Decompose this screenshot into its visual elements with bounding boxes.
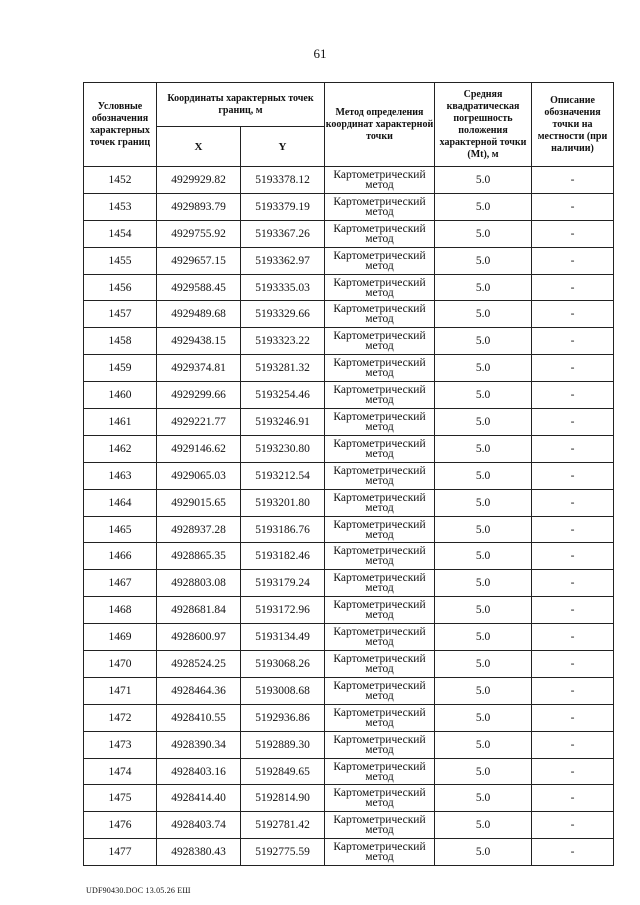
- point-id-cell: 1454: [84, 220, 157, 247]
- point-id-cell: 1463: [84, 462, 157, 489]
- description-cell: -: [532, 355, 614, 382]
- method-cell: [325, 624, 435, 651]
- accuracy-cell: 5.0: [435, 651, 532, 678]
- method-cell: [325, 382, 435, 409]
- y-coordinate-cell: 5192775.59: [241, 839, 325, 866]
- table-row: [84, 624, 614, 651]
- method-line-1: Картометрический: [333, 303, 426, 316]
- x-coordinate-cell: 4928865.35: [157, 543, 241, 570]
- description-cell: -: [532, 758, 614, 785]
- x-coordinate-cell: 4928403.16: [157, 758, 241, 785]
- footer-doc-code: UDF90430.DOC 13.05.26 ЕШ: [86, 886, 191, 895]
- x-coordinate-cell: 4929755.92: [157, 220, 241, 247]
- x-coordinate-cell: 4929299.66: [157, 382, 241, 409]
- accuracy-cell: 5.0: [435, 489, 532, 516]
- table-row: [84, 220, 614, 247]
- method-line-2: метод: [365, 447, 394, 460]
- method-cell: [325, 785, 435, 812]
- accuracy-cell: 5.0: [435, 570, 532, 597]
- x-coordinate-cell: 4928390.34: [157, 731, 241, 758]
- method-line-2: метод: [365, 716, 394, 729]
- x-coordinate-cell: 4929893.79: [157, 193, 241, 220]
- point-id-cell: 1467: [84, 570, 157, 597]
- method-cell: [325, 247, 435, 274]
- page-number: 61: [313, 46, 327, 61]
- point-id-cell: 1466: [84, 543, 157, 570]
- method-line-2: метод: [365, 770, 394, 783]
- description-cell: -: [532, 462, 614, 489]
- method-line-1: Картометрический: [333, 464, 426, 477]
- table-row: [84, 731, 614, 758]
- y-coordinate-cell: 5193329.66: [241, 301, 325, 328]
- header-coordinates: Координаты характерных точек границ, м: [157, 83, 325, 127]
- y-coordinate-cell: 5193134.49: [241, 624, 325, 651]
- method-cell: [325, 193, 435, 220]
- table-row: [84, 758, 614, 785]
- x-coordinate-cell: 4928414.40: [157, 785, 241, 812]
- method-line-1: Картометрический: [333, 679, 426, 692]
- method-line-2: метод: [365, 689, 394, 702]
- point-id-cell: 1474: [84, 758, 157, 785]
- header-accuracy: Средняя квадратическая погрешность положения характерной точки (Мt), м: [435, 83, 532, 167]
- table-row: [84, 435, 614, 462]
- accuracy-cell: 5.0: [435, 301, 532, 328]
- description-cell: -: [532, 435, 614, 462]
- method-cell: [325, 570, 435, 597]
- point-id-cell: 1475: [84, 785, 157, 812]
- y-coordinate-cell: 5193201.80: [241, 489, 325, 516]
- point-id-cell: 1457: [84, 301, 157, 328]
- method-line-2: метод: [365, 259, 394, 272]
- method-cell: [325, 839, 435, 866]
- table-row: [84, 812, 614, 839]
- method-line-1: Картометрический: [333, 410, 426, 423]
- point-id-cell: 1473: [84, 731, 157, 758]
- y-coordinate-cell: 5193068.26: [241, 651, 325, 678]
- accuracy-cell: 5.0: [435, 543, 532, 570]
- description-cell: -: [532, 839, 614, 866]
- method-line-1: Картометрический: [333, 733, 426, 746]
- method-line-2: метод: [365, 636, 394, 649]
- y-coordinate-cell: 5192849.65: [241, 758, 325, 785]
- y-coordinate-cell: 5193378.12: [241, 167, 325, 194]
- y-coordinate-cell: 5193212.54: [241, 462, 325, 489]
- y-coordinate-cell: 5193367.26: [241, 220, 325, 247]
- table-row: [84, 382, 614, 409]
- method-line-2: метод: [365, 555, 394, 568]
- method-line-1: Картометрический: [333, 168, 426, 181]
- x-coordinate-cell: 4928803.08: [157, 570, 241, 597]
- method-line-1: Картометрический: [333, 330, 426, 343]
- method-cell: [325, 355, 435, 382]
- description-cell: -: [532, 731, 614, 758]
- description-cell: -: [532, 651, 614, 678]
- accuracy-cell: 5.0: [435, 382, 532, 409]
- method-cell: [325, 651, 435, 678]
- method-cell: [325, 301, 435, 328]
- description-cell: -: [532, 167, 614, 194]
- x-coordinate-cell: 4928600.97: [157, 624, 241, 651]
- boundary-points-table: [83, 82, 614, 866]
- method-line-1: Картометрический: [333, 626, 426, 639]
- x-coordinate-cell: 4929065.03: [157, 462, 241, 489]
- x-coordinate-cell: 4929657.15: [157, 247, 241, 274]
- description-cell: -: [532, 543, 614, 570]
- table-row: [84, 462, 614, 489]
- accuracy-cell: 5.0: [435, 785, 532, 812]
- table-row: [84, 167, 614, 194]
- accuracy-cell: 5.0: [435, 597, 532, 624]
- method-cell: [325, 758, 435, 785]
- header-y: Y: [241, 127, 325, 167]
- header-description: Описание обозначения точки на местности (при наличии): [532, 83, 614, 167]
- point-id-cell: 1469: [84, 624, 157, 651]
- method-line-1: Картометрический: [333, 599, 426, 612]
- y-coordinate-cell: 5192781.42: [241, 812, 325, 839]
- point-id-cell: 1461: [84, 409, 157, 436]
- method-line-1: Картометрический: [333, 760, 426, 773]
- method-line-1: Картометрический: [333, 249, 426, 262]
- method-line-2: метод: [365, 662, 394, 675]
- accuracy-cell: 5.0: [435, 167, 532, 194]
- y-coordinate-cell: 5193008.68: [241, 677, 325, 704]
- method-cell: [325, 516, 435, 543]
- description-cell: -: [532, 677, 614, 704]
- y-coordinate-cell: 5193362.97: [241, 247, 325, 274]
- y-coordinate-cell: 5193172.96: [241, 597, 325, 624]
- point-id-cell: 1471: [84, 677, 157, 704]
- method-cell: [325, 704, 435, 731]
- method-line-1: Картометрический: [333, 276, 426, 289]
- point-id-cell: 1455: [84, 247, 157, 274]
- method-cell: [325, 677, 435, 704]
- y-coordinate-cell: 5193254.46: [241, 382, 325, 409]
- method-cell: [325, 220, 435, 247]
- method-line-2: метод: [365, 178, 394, 191]
- accuracy-cell: 5.0: [435, 274, 532, 301]
- method-cell: [325, 274, 435, 301]
- description-cell: -: [532, 597, 614, 624]
- method-line-1: Картометрический: [333, 357, 426, 370]
- method-line-2: метод: [365, 609, 394, 622]
- table-row: [84, 651, 614, 678]
- method-line-1: Картометрический: [333, 787, 426, 800]
- point-id-cell: 1477: [84, 839, 157, 866]
- accuracy-cell: 5.0: [435, 516, 532, 543]
- accuracy-cell: 5.0: [435, 731, 532, 758]
- accuracy-cell: 5.0: [435, 624, 532, 651]
- x-coordinate-cell: 4929929.82: [157, 167, 241, 194]
- method-cell: [325, 409, 435, 436]
- y-coordinate-cell: 5193246.91: [241, 409, 325, 436]
- method-cell: [325, 543, 435, 570]
- method-cell: [325, 489, 435, 516]
- description-cell: -: [532, 274, 614, 301]
- point-id-cell: 1462: [84, 435, 157, 462]
- method-line-1: Картометрический: [333, 706, 426, 719]
- accuracy-cell: 5.0: [435, 193, 532, 220]
- accuracy-cell: 5.0: [435, 462, 532, 489]
- method-line-2: метод: [365, 205, 394, 218]
- method-line-2: метод: [365, 313, 394, 326]
- method-line-1: Картометрический: [333, 572, 426, 585]
- table-row: [84, 516, 614, 543]
- table-row: [84, 489, 614, 516]
- description-cell: -: [532, 193, 614, 220]
- method-line-2: метод: [365, 528, 394, 541]
- table-row: [84, 785, 614, 812]
- x-coordinate-cell: 4929374.81: [157, 355, 241, 382]
- y-coordinate-cell: 5193182.46: [241, 543, 325, 570]
- x-coordinate-cell: 4929221.77: [157, 409, 241, 436]
- point-id-cell: 1476: [84, 812, 157, 839]
- description-cell: -: [532, 220, 614, 247]
- method-line-1: Картометрический: [333, 652, 426, 665]
- accuracy-cell: 5.0: [435, 812, 532, 839]
- method-line-2: метод: [365, 420, 394, 433]
- accuracy-cell: 5.0: [435, 677, 532, 704]
- method-line-1: Картометрический: [333, 518, 426, 531]
- accuracy-cell: 5.0: [435, 355, 532, 382]
- y-coordinate-cell: 5193379.19: [241, 193, 325, 220]
- y-coordinate-cell: 5192936.86: [241, 704, 325, 731]
- method-line-2: метод: [365, 797, 394, 810]
- table-row: [84, 704, 614, 731]
- point-id-cell: 1456: [84, 274, 157, 301]
- description-cell: -: [532, 489, 614, 516]
- x-coordinate-cell: 4929015.65: [157, 489, 241, 516]
- table-body: [84, 167, 614, 866]
- x-coordinate-cell: 4928464.36: [157, 677, 241, 704]
- x-coordinate-cell: 4929588.45: [157, 274, 241, 301]
- y-coordinate-cell: 5193230.80: [241, 435, 325, 462]
- method-line-2: метод: [365, 340, 394, 353]
- point-id-cell: 1460: [84, 382, 157, 409]
- y-coordinate-cell: 5193281.32: [241, 355, 325, 382]
- method-cell: [325, 597, 435, 624]
- table-row: [84, 247, 614, 274]
- method-line-1: Картометрический: [333, 222, 426, 235]
- method-line-2: метод: [365, 582, 394, 595]
- point-id-cell: 1468: [84, 597, 157, 624]
- accuracy-cell: 5.0: [435, 328, 532, 355]
- method-cell: [325, 435, 435, 462]
- description-cell: -: [532, 704, 614, 731]
- accuracy-cell: 5.0: [435, 220, 532, 247]
- point-id-cell: 1472: [84, 704, 157, 731]
- method-line-2: метод: [365, 394, 394, 407]
- table-row: [84, 274, 614, 301]
- x-coordinate-cell: 4929489.68: [157, 301, 241, 328]
- method-line-2: метод: [365, 232, 394, 245]
- accuracy-cell: 5.0: [435, 839, 532, 866]
- method-line-2: метод: [365, 501, 394, 514]
- method-cell: [325, 167, 435, 194]
- method-line-1: Картометрический: [333, 384, 426, 397]
- y-coordinate-cell: 5193179.24: [241, 570, 325, 597]
- y-coordinate-cell: 5193335.03: [241, 274, 325, 301]
- x-coordinate-cell: 4928681.84: [157, 597, 241, 624]
- point-id-cell: 1458: [84, 328, 157, 355]
- description-cell: -: [532, 382, 614, 409]
- accuracy-cell: 5.0: [435, 409, 532, 436]
- method-line-2: метод: [365, 367, 394, 380]
- accuracy-cell: 5.0: [435, 704, 532, 731]
- x-coordinate-cell: 4928380.43: [157, 839, 241, 866]
- x-coordinate-cell: 4928410.55: [157, 704, 241, 731]
- description-cell: -: [532, 570, 614, 597]
- table-row: [84, 328, 614, 355]
- method-line-2: метод: [365, 851, 394, 864]
- point-id-cell: 1452: [84, 167, 157, 194]
- x-coordinate-cell: 4928403.74: [157, 812, 241, 839]
- accuracy-cell: 5.0: [435, 435, 532, 462]
- method-line-1: Картометрический: [333, 491, 426, 504]
- point-id-cell: 1464: [84, 489, 157, 516]
- x-coordinate-cell: 4929146.62: [157, 435, 241, 462]
- description-cell: -: [532, 624, 614, 651]
- method-line-2: метод: [365, 474, 394, 487]
- x-coordinate-cell: 4928524.25: [157, 651, 241, 678]
- header-designation: Условные обозначения характерных точек границ: [84, 83, 157, 167]
- description-cell: -: [532, 785, 614, 812]
- description-cell: -: [532, 301, 614, 328]
- table-row: [84, 597, 614, 624]
- method-cell: [325, 812, 435, 839]
- table-row: [84, 839, 614, 866]
- table-row: [84, 409, 614, 436]
- accuracy-cell: 5.0: [435, 758, 532, 785]
- description-cell: -: [532, 516, 614, 543]
- description-cell: -: [532, 812, 614, 839]
- table-row: [84, 543, 614, 570]
- accuracy-cell: 5.0: [435, 247, 532, 274]
- method-line-1: Картометрический: [333, 195, 426, 208]
- x-coordinate-cell: 4929438.15: [157, 328, 241, 355]
- method-line-1: Картометрический: [333, 841, 426, 854]
- method-line-1: Картометрический: [333, 545, 426, 558]
- method-line-2: метод: [365, 286, 394, 299]
- description-cell: -: [532, 328, 614, 355]
- method-line-2: метод: [365, 743, 394, 756]
- y-coordinate-cell: 5193323.22: [241, 328, 325, 355]
- point-id-cell: 1453: [84, 193, 157, 220]
- method-line-1: Картометрический: [333, 437, 426, 450]
- description-cell: -: [532, 247, 614, 274]
- x-coordinate-cell: 4928937.28: [157, 516, 241, 543]
- header-x: X: [157, 127, 241, 167]
- method-line-2: метод: [365, 824, 394, 837]
- method-cell: [325, 328, 435, 355]
- table-row: [84, 355, 614, 382]
- y-coordinate-cell: 5193186.76: [241, 516, 325, 543]
- description-cell: -: [532, 409, 614, 436]
- method-cell: [325, 462, 435, 489]
- y-coordinate-cell: 5192814.90: [241, 785, 325, 812]
- table-row: [84, 677, 614, 704]
- table-row: [84, 570, 614, 597]
- point-id-cell: 1459: [84, 355, 157, 382]
- point-id-cell: 1465: [84, 516, 157, 543]
- header-method: Метод определения координат характерной точки: [325, 83, 435, 167]
- point-id-cell: 1470: [84, 651, 157, 678]
- y-coordinate-cell: 5192889.30: [241, 731, 325, 758]
- table-row: [84, 193, 614, 220]
- method-line-1: Картометрический: [333, 814, 426, 827]
- method-cell: [325, 731, 435, 758]
- table-row: [84, 301, 614, 328]
